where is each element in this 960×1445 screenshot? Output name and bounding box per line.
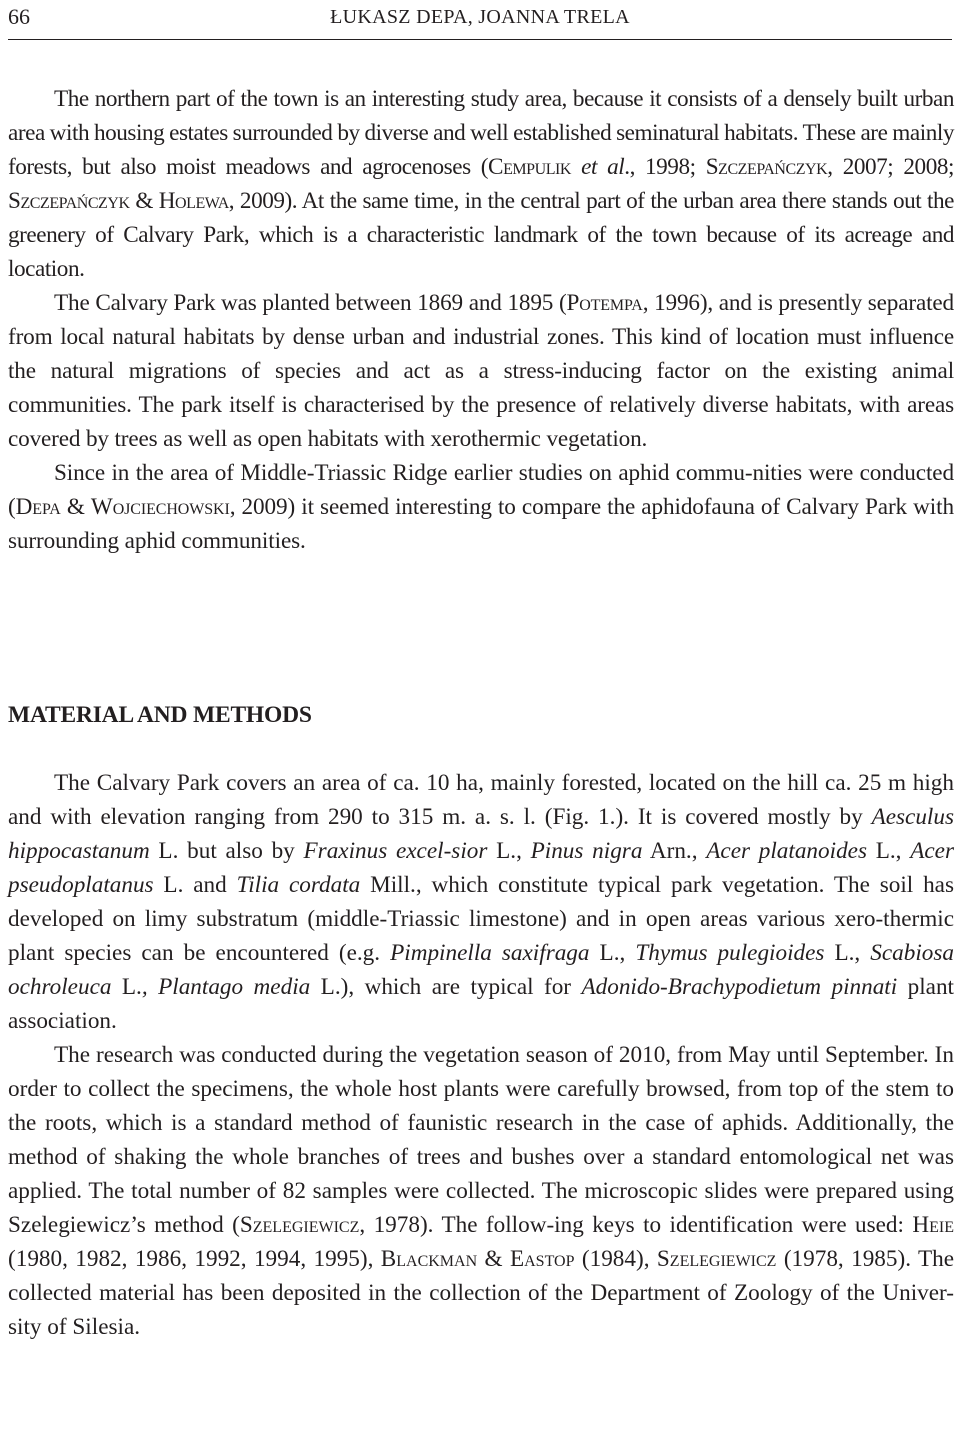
author-citation: Depa	[15, 494, 61, 520]
author-citation: Blackman	[380, 1246, 478, 1272]
methods-text	[8, 766, 954, 1344]
running-head-authors: ŁUKASZ DEPA, JOANNA TRELA	[330, 6, 630, 28]
header-rule	[8, 39, 952, 40]
author-citation: Szczepańczyk	[705, 154, 828, 180]
introduction-text	[8, 82, 954, 558]
species-name: Thymus pulegioides	[635, 940, 825, 966]
author-citation: Eastop	[509, 1246, 575, 1272]
species-name: Pinus nigra	[530, 838, 643, 864]
species-name: , Plantago media	[141, 974, 311, 1000]
author-citation: Holewa	[158, 188, 229, 214]
author-citation: Cempulik	[488, 154, 572, 180]
author-citation: Wojciechowski	[90, 494, 230, 520]
species-name: Scabiosa ochroleuca	[8, 940, 955, 1000]
author-citation: Szelegiewicz	[239, 1212, 360, 1238]
species-name: Fraxinus excel-sior	[303, 838, 488, 864]
species-name: Tilia cordata	[236, 872, 361, 898]
plant-association-name: Adonido-Brachypodietum pinnati	[581, 974, 898, 1000]
section-heading: MATERIAL AND METHODS	[8, 702, 312, 728]
author-citation: Szelegiewicz	[656, 1246, 777, 1272]
running-header	[8, 4, 952, 30]
species-name: Aesculus hippocastanum	[8, 804, 954, 864]
species-name: Acer pseudoplatanus	[8, 838, 954, 898]
methods-paragraph-1: The Calvary Park covers an area of ca. 10 ha, mainly forested, located on the hill ca. 25 m high and with elevation ranging from 290 to 315 m. a. s. l. (Fig. 1.). It is covered mostly by Aesculus hippocastanum L. but also by Fraxinus excel-sior L., Pinus nigra Arn., Acer platanoides L., Acer pseudoplatanus L. and Tilia cordata Mill., which constitute typical park vegetation. The soil has developed on limy substratum (middle-Triassic limestone) and in open areas various xero-thermic plant species can be encountered (e.g. Pimpinella saxifraga L., Thymus pulegioides L., Scabiosa ochroleuca L., Plantago media L.), which are typical for Adonido-Brachypodietum pinnati plant association.	[8, 770, 955, 1034]
author-citation: Heie	[912, 1212, 954, 1238]
species-name: Acer platanoides	[706, 838, 867, 864]
intro-paragraph-1: The northern part of the town is an interesting study area, because it consists of a densely built urban area with housing estates surrounded by diverse and well established seminatural habitats. These are mainly forests, but also moist meadows and agrocenoses (Cempulik et al., 1998; Szczepańczyk, 2007; 2008; Szczepańczyk & Holewa, 2009). At the same time, in the central part of the urban area there stands out the greenery of Calvary Park, which is a characteristic landmark of the town because of its acreage and location.	[8, 86, 954, 282]
author-citation: Potempa	[566, 290, 643, 316]
page-number: 66	[8, 4, 30, 29]
intro-paragraph-2: The Calvary Park was planted between 1869 and 1895 (Potempa, 1996), and is presently separated from local natural habitats by dense urban and industrial zones. This kind of location must influence the natural migrations of species and act as a stress-inducing factor on the existing animal communities. The park itself is characterised by the presence of relatively diverse habitats, with areas covered by trees as well as open habitats with xerothermic vegetation.	[8, 290, 954, 452]
author-citation: Szczepańczyk	[8, 188, 130, 214]
species-name: Pimpinella saxifraga	[390, 940, 590, 966]
methods-paragraph-2: The research was conducted during the vegetation season of 2010, from May until September. In order to collect the specimens, the whole host plants were carefully browsed, from top of the stem to the roots, which is a standard method of faunistic research in the case of aphids. Additionally, the method of shaking the whole branches of trees and bushes over a standard entomological net was applied. The total number of 82 samples were collected. The microscopic slides were prepared using Szelegiewicz’s method (Szelegiewicz, 1978). The follow-ing keys to identification were used: Heie (1980, 1982, 1986, 1992, 1994, 1995), Blackman & Eastop (1984), Szelegiewicz (1978, 1985). The collected material has been deposited in the collection of the Department of Zoology of the Univer-sity of Silesia.	[8, 1042, 955, 1340]
intro-paragraph-3: Since in the area of Middle-Triassic Ridge earlier studies on aphid commu-nities were conducted (Depa & Wojciechowski, 2009) it seemed interesting to compare the aphidofauna of Calvary Park with surrounding aphid communities.	[8, 460, 954, 554]
